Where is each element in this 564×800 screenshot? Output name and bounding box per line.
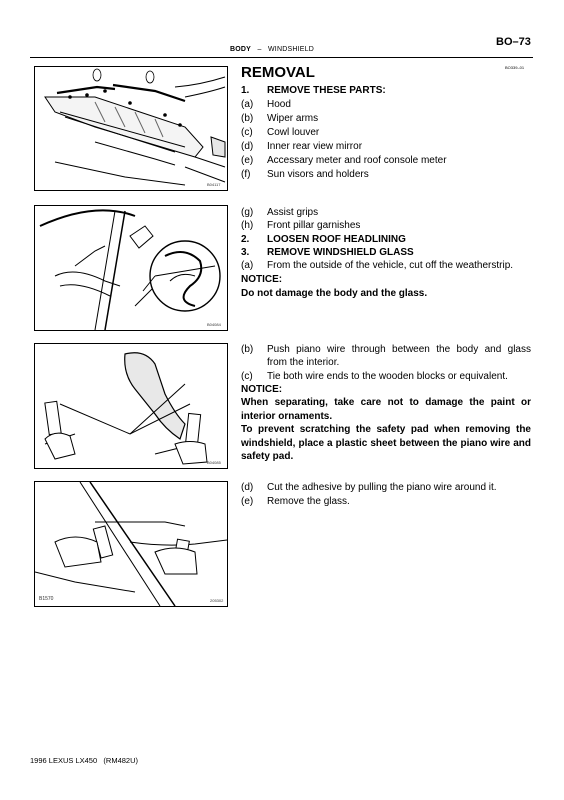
piano-wire-illustration xyxy=(35,344,227,468)
figure-cowl-removal xyxy=(34,66,228,191)
notice-paragraph: When separating, take care not to damage the paint or interior ornaments. xyxy=(241,397,531,422)
figure-piano-wire xyxy=(34,343,228,469)
cut-adhesive-illustration xyxy=(35,482,227,606)
header-subsection: WINDSHIELD xyxy=(268,46,314,53)
cowl-illustration xyxy=(35,67,227,190)
section-title: REMOVAL xyxy=(241,64,315,81)
header-rule xyxy=(30,57,533,58)
notice-paragraph: To prevent scratching the safety pad when removing the windshield, place a plastic sheet between the piano wire and safety pad. xyxy=(241,424,531,462)
figure-id-secondary: 205302 xyxy=(210,598,224,603)
section-code: BO339–01 xyxy=(505,65,525,70)
notice-text: Do not damage the body and the glass. xyxy=(241,288,428,299)
weatherstrip-illustration xyxy=(35,206,227,330)
footer-model: 1996 LEXUS LX450 xyxy=(30,756,98,765)
page-footer xyxy=(30,756,138,765)
notice-heading: NOTICE: xyxy=(241,384,283,395)
header-section: BODY xyxy=(230,46,252,53)
figure-id: B1570 xyxy=(39,596,54,602)
header-separator: – xyxy=(257,46,262,53)
figure-cut-adhesive xyxy=(34,481,228,607)
running-header xyxy=(230,46,314,53)
notice-heading: NOTICE: xyxy=(241,274,283,285)
substep-continuation: from the interior. xyxy=(267,357,340,368)
footer-code: (RM482U) xyxy=(103,756,138,765)
figure-weatherstrip-cut xyxy=(34,205,228,331)
figure-id: B04084 xyxy=(207,322,221,327)
figure-id: B04117 xyxy=(207,182,221,187)
page-number: BO–73 xyxy=(496,36,531,48)
figure-id: B04085 xyxy=(207,460,221,465)
